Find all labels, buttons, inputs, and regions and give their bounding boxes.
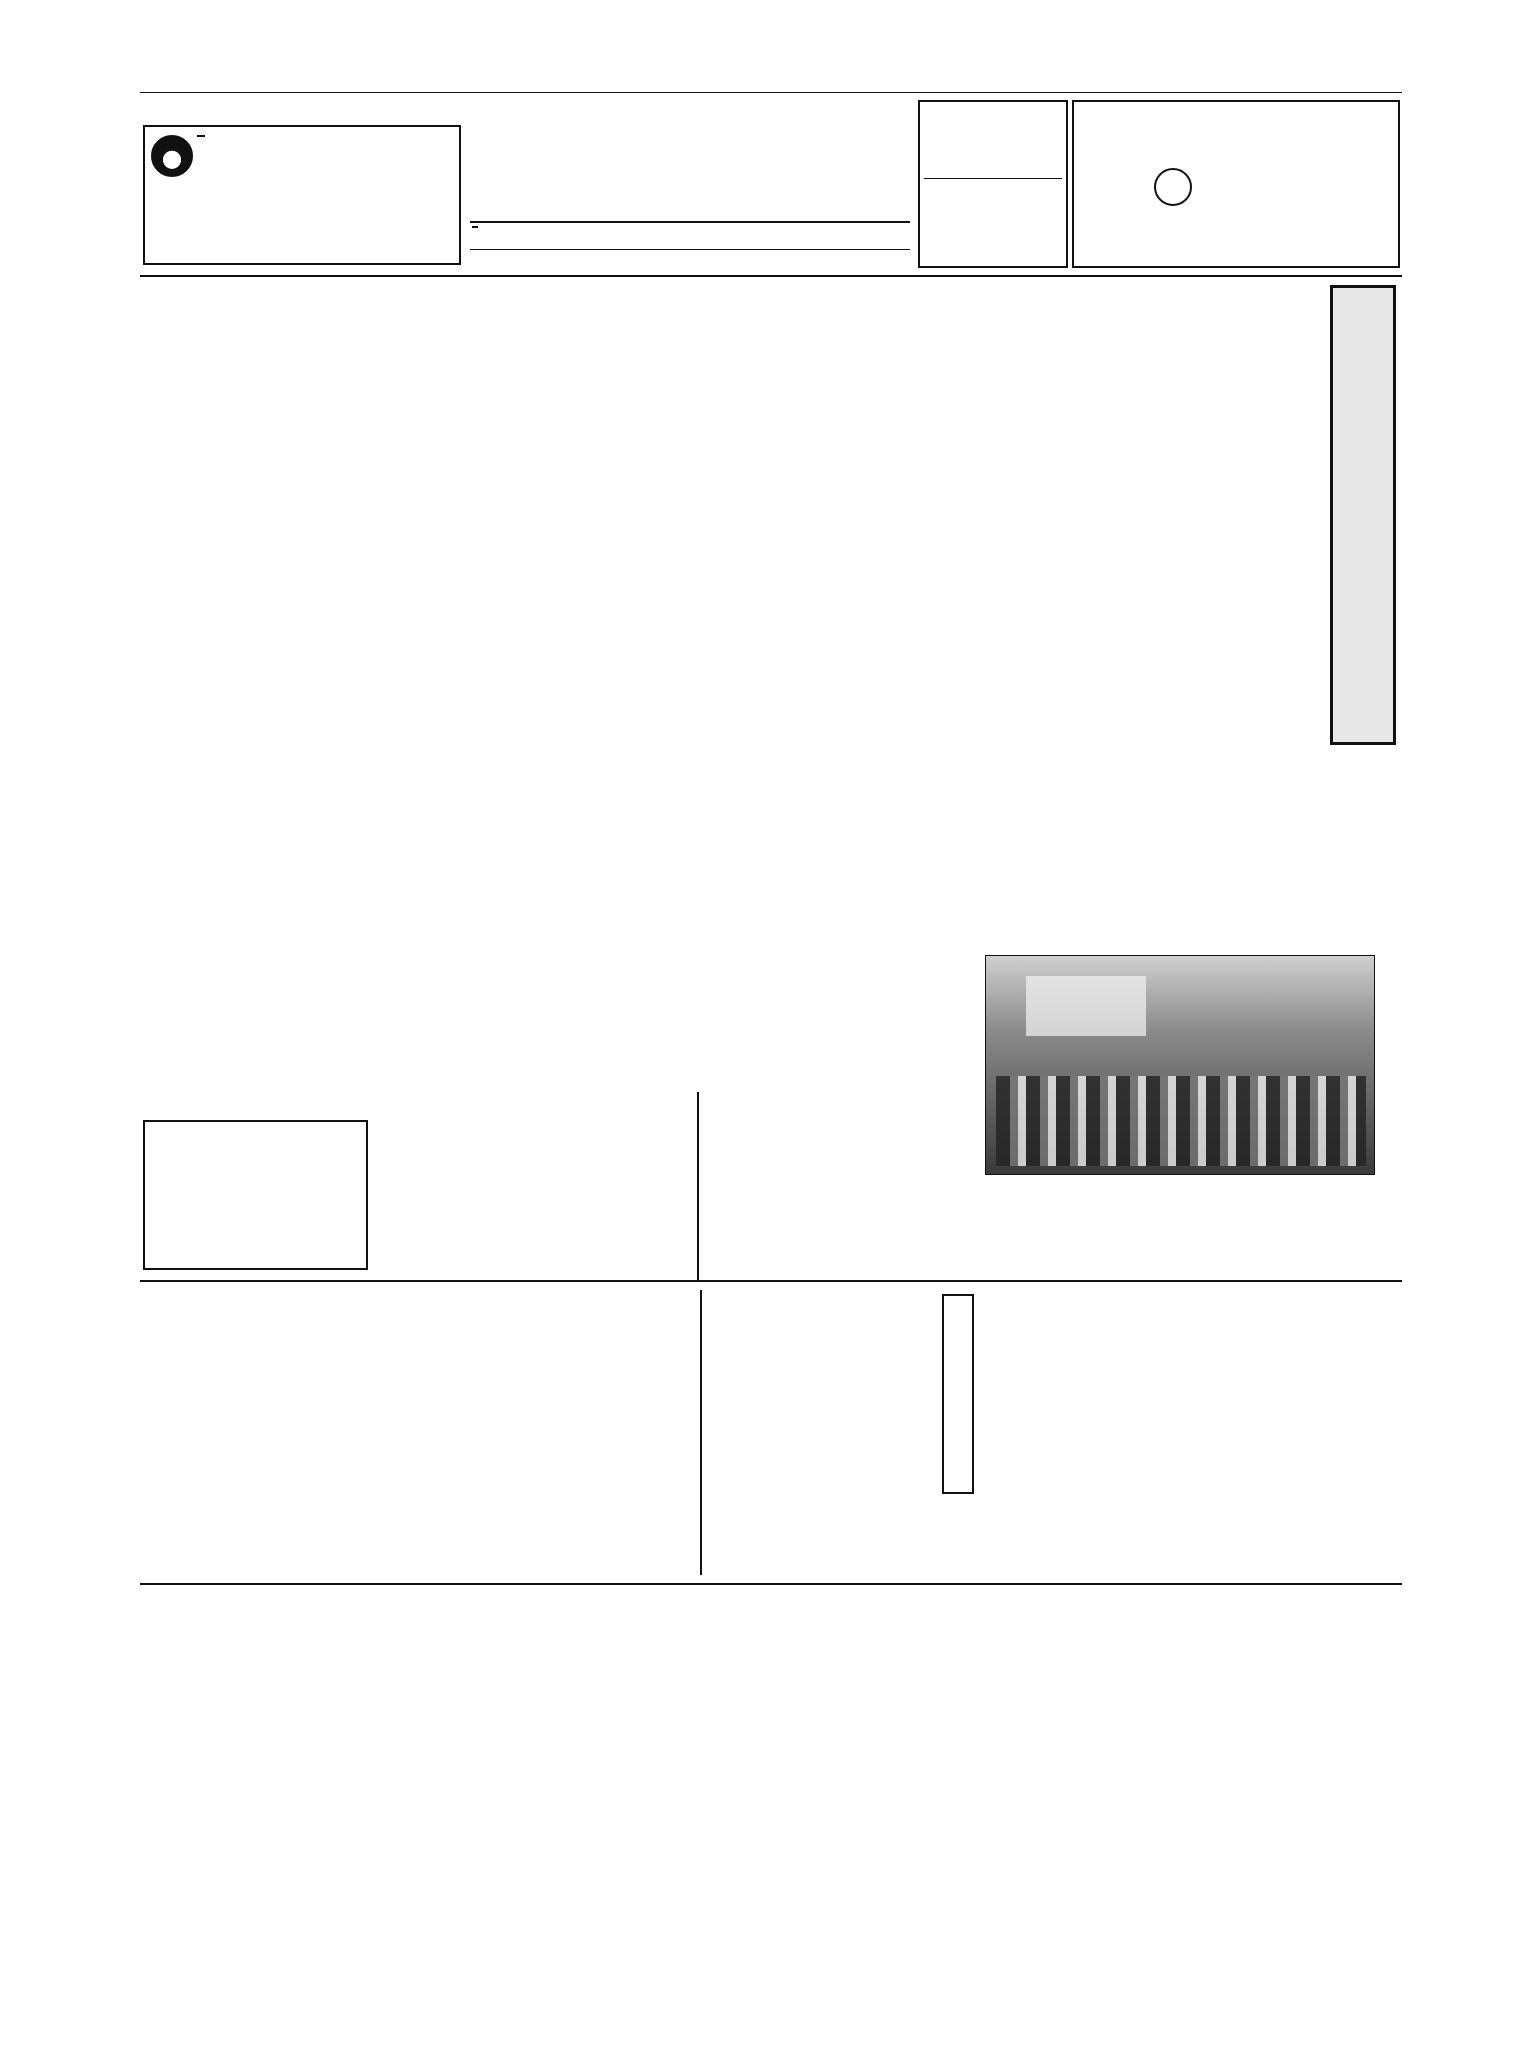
ad-tanabe-mark bbox=[1154, 168, 1192, 206]
middle-divider bbox=[697, 1092, 699, 1280]
kyukyu-small-head bbox=[942, 1294, 974, 1494]
kyukyu-headline bbox=[894, 1330, 934, 1570]
ad-insatsu bbox=[143, 1120, 368, 1270]
serial-title bbox=[1285, 1640, 1341, 1920]
top-rule bbox=[140, 92, 1402, 93]
womens-body-2 bbox=[700, 1090, 980, 1275]
serial-chapter bbox=[1380, 1595, 1402, 1735]
womens-headline bbox=[1040, 420, 1080, 800]
serial-body-2 bbox=[143, 1595, 1073, 1965]
serial-body-1 bbox=[1080, 1595, 1240, 1965]
middle-rule bbox=[140, 1280, 1402, 1282]
serial-top-rule bbox=[140, 1583, 1402, 1585]
masthead-rule bbox=[470, 221, 910, 223]
womens-body-3 bbox=[985, 1180, 1375, 1275]
seijin-body-top bbox=[143, 285, 688, 665]
serial-series bbox=[1345, 1595, 1375, 1915]
seijin-body-4 bbox=[143, 1290, 693, 1575]
kyukyu-body bbox=[708, 1294, 888, 1569]
ad-tanabe bbox=[1072, 100, 1400, 268]
event-photo bbox=[985, 955, 1375, 1175]
womens-subhead bbox=[975, 420, 1035, 800]
seijin-body-2 bbox=[555, 670, 695, 1270]
seijin-author-affil bbox=[418, 880, 442, 1160]
seijin-series bbox=[515, 735, 545, 1065]
serial-episode bbox=[1245, 1910, 1271, 1950]
seijin-body-3 bbox=[143, 670, 378, 1110]
publisher-box bbox=[918, 100, 1068, 268]
spacer bbox=[143, 1977, 768, 1983]
photo-crowd bbox=[996, 1076, 1366, 1166]
sports-banner bbox=[1330, 285, 1396, 745]
ad-tsutaya bbox=[143, 125, 461, 265]
seijin-headline bbox=[448, 760, 504, 1100]
header-rule bbox=[140, 275, 1402, 277]
seijin-author bbox=[388, 1130, 416, 1250]
photo-window bbox=[1026, 976, 1146, 1036]
penguin-logo-icon bbox=[151, 135, 193, 177]
holiday-badge bbox=[472, 226, 478, 228]
masthead-rule-2 bbox=[470, 249, 910, 250]
ad-tagline bbox=[197, 135, 205, 137]
sports-subhead bbox=[1200, 350, 1246, 850]
ad-insatsu-body bbox=[151, 1128, 301, 1264]
kyukyu-article bbox=[700, 1290, 980, 1575]
masthead bbox=[470, 125, 910, 275]
serial-author bbox=[1245, 1690, 1271, 1910]
womens-body-4 bbox=[985, 1290, 1220, 1575]
photo-caption bbox=[1378, 955, 1402, 1255]
publisher-divider bbox=[924, 178, 1062, 179]
